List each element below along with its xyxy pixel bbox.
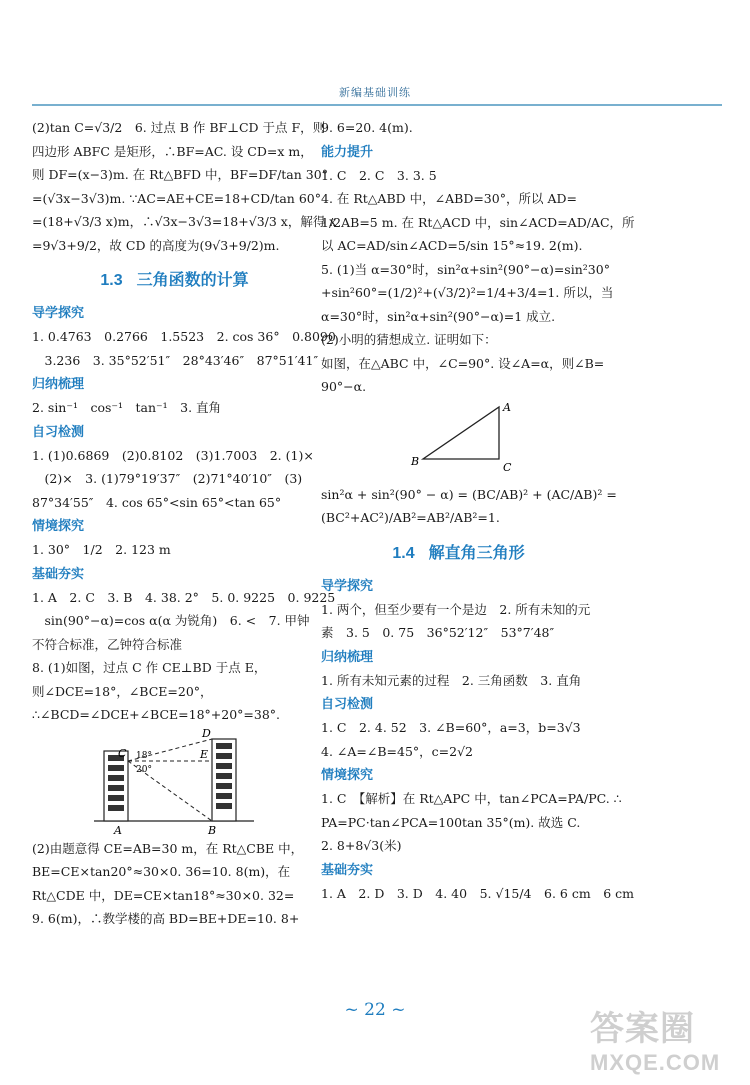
section-title: 自习检测 <box>32 423 85 439</box>
watermark <box>590 1001 740 1079</box>
text-line: 2. sin⁻¹ cos⁻¹ tan⁻¹ 3. 直角 <box>32 400 222 415</box>
section-title: 情境探究 <box>321 767 374 782</box>
text-line: =(√3x−3√3)m. ∵AC=AE+CE=18+CD/tan 60° <box>32 190 321 206</box>
watermark-url: MXQE.COM <box>590 1050 721 1075</box>
label-e: E <box>200 747 209 761</box>
text-line: 1. A 2. C 3. B 4. 38. 2° 5. 0. 9225 0. 9225 <box>32 589 336 605</box>
left-column <box>32 116 337 931</box>
chapter-heading <box>321 530 596 574</box>
section-title: 导学探究 <box>321 577 374 593</box>
watermark-logo: 答案圈 <box>590 1010 695 1048</box>
label-a: A <box>503 400 511 414</box>
text-line: 90°−α. <box>321 379 367 394</box>
text-line: 9. 6=20. 4(m). <box>321 120 413 135</box>
label-d: D <box>202 726 211 740</box>
text-line: 1. A 2. D 3. D 4. 40 5. √15/4 6. 6 cm 6 cm <box>321 885 634 901</box>
text-line: α=30°时，sin²α+sin²(90°−α)=1 成立. <box>321 308 556 324</box>
section-title: 导学探究 <box>32 305 85 320</box>
label-c: C <box>118 746 127 760</box>
text-line: Rt△CDE 中，DE=CE×tan18°≈30×0. 32= <box>32 887 295 903</box>
angle-18-label: 18° <box>136 750 152 761</box>
text-line: 1. 所有未知元素的过程 2. 三角函数 3. 直角 <box>321 672 582 688</box>
text-line: 以 AC=AD/sin∠ACD=5/sin 15°≈19. 2(m). <box>321 238 583 253</box>
text-line: sin²α + sin²(90° − α) = (BC/AB)² + (AC/AB)² = <box>321 486 617 502</box>
text-line: =9√3+9/2，故 CD 的高度为(9√3+9/2)m. <box>32 237 280 253</box>
section-title: 基础夯实 <box>32 565 85 581</box>
text-line: 则∠DCE=18°，∠BCE=20°， <box>32 683 213 699</box>
text-line: 则 DF=(x−3)m. 在 Rt△BFD 中，BF=DF/tan 30° <box>32 167 328 182</box>
text-line: 1. C 2. C 3. 3. 5 <box>321 167 437 183</box>
angle-20-label: 20° <box>136 764 152 775</box>
text-line: 1. C 2. 4. 52 3. ∠B=60°，a=3，b=3√3 <box>321 720 581 735</box>
text-line: BE=CE×tan20°≈30×0. 36=10. 8(m)，在 <box>32 864 291 879</box>
text-line: 87°34′55″ 4. cos 65°<sin 65°<tan 65° <box>32 494 282 510</box>
text-line: PA=PC·tan∠PCA=100tan 35°(m). 故选 C. <box>321 814 581 830</box>
section-title: 情境探究 <box>32 518 85 533</box>
text-line: 1. 30° 1/2 2. 123 m <box>32 542 171 557</box>
text-line: 1. C 【解析】在 Rt△APC 中，tan∠PCA=PA/PC. ∴ <box>321 791 622 806</box>
section-title: 基础夯实 <box>321 861 374 877</box>
right-column <box>321 116 635 905</box>
text-line: (BC²+AC²)/AB²=AB²/AB²=1. <box>321 510 500 525</box>
section-title: 归纳梳理 <box>321 648 374 664</box>
label-b: B <box>208 823 217 837</box>
triangle-diagram <box>403 399 523 479</box>
text-line: 3.236 3. 35°52′51″ 28°43′46″ 87°51′41″ <box>32 352 319 368</box>
text-line: (2)× 3. (1)79°19′37″ (2)71°40′10″ (3) <box>32 471 303 486</box>
text-line: =(18+√3/3 x)m，∴√3x−3√3=18+√3/3 x，解得 x <box>32 214 337 229</box>
text-line: 1. 0.4763 0.2766 1.5523 2. cos 36° 0.8090 <box>32 329 336 344</box>
chapter-number: 1.4 <box>392 544 415 562</box>
text-line: 5. (1)当 α=30°时，sin²α+sin²(90°−α)=sin²30° <box>321 261 610 277</box>
text-line: 4. 在 Rt△ABD 中，∠ABD=30°，所以 AD= <box>321 191 577 206</box>
chapter-heading <box>32 257 317 301</box>
section-title: 归纳梳理 <box>32 376 85 391</box>
header-rule <box>32 104 722 106</box>
text-line: 1. (1)0.6869 (2)0.8102 (3)1.7003 2. (1)× <box>32 447 314 463</box>
text-line: 1. 两个，但至少要有一个是边 2. 所有未知的元 <box>321 601 591 617</box>
label-c: C <box>503 460 512 474</box>
chapter-title: 三角函数的计算 <box>136 272 249 289</box>
text-line: +sin²60°=(1/2)²+(√3/2)²=1/4+3/4=1. 所以，当 <box>321 285 614 300</box>
chapter-title: 解直角三角形 <box>428 544 525 562</box>
building-diagram <box>94 727 254 837</box>
text-line: ∴∠BCD=∠DCE+∠BCE=18°+20°=38°. <box>32 707 281 722</box>
text-line: (2)tan C=√3/2 6. 过点 B 作 BF⊥CD 于点 F，则 <box>32 120 326 135</box>
chapter-number: 1.3 <box>100 272 123 289</box>
text-line: 如图，在△ABC 中，∠C=90°. 设∠A=α，则∠B= <box>321 355 605 371</box>
text-line: (2)由题意得 CE=AB=30 m，在 Rt△CBE 中， <box>32 840 304 856</box>
building-figure <box>32 727 317 837</box>
text-line: (2)小明的猜想成立. 证明如下： <box>321 332 497 347</box>
text-line: 8. (1)如图，过点 C 作 CE⊥BD 于点 E， <box>32 660 267 675</box>
section-title: 能力提升 <box>321 143 374 159</box>
text-line: 2. 8+8√3(米) <box>321 838 402 853</box>
text-line: 不符合标准，乙钟符合标准 <box>32 636 183 652</box>
label-b: B <box>411 454 420 468</box>
text-line: 四边形 ABFC 是矩形，∴BF=AC. 设 CD=x m， <box>32 143 313 159</box>
text-line: sin(90°−α)=cos α(α 为锐角) 6. < 7. 甲钟 <box>32 613 310 628</box>
text-line: 4. ∠A=∠B=45°，c=2√2 <box>321 743 474 759</box>
triangle-figure <box>321 399 596 483</box>
label-a: A <box>114 823 122 837</box>
text-line: 素 3. 5 0. 75 36°52′12″ 53°7′48″ <box>321 625 555 640</box>
header-title: 新编基础训练 <box>339 87 411 99</box>
page-header <box>0 0 750 112</box>
text-line: 1/2AB=5 m. 在 Rt△ACD 中，sin∠ACD=AD/AC，所 <box>321 214 635 230</box>
page-number: ~ 22 ~ <box>344 1000 406 1020</box>
section-title: 自习检测 <box>321 696 374 711</box>
text-line: 9. 6(m)，∴教学楼的高 BD=BE+DE=10. 8+ <box>32 911 300 926</box>
intro-block <box>32 116 337 257</box>
